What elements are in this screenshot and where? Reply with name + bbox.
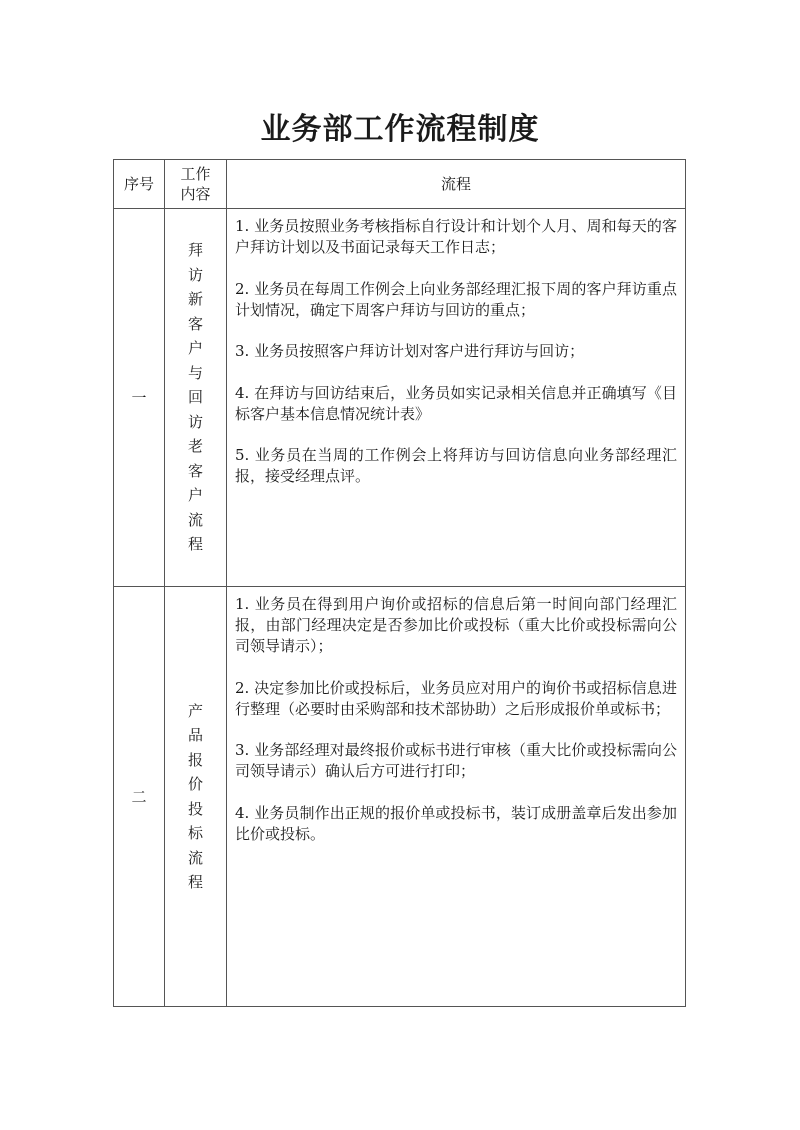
- process-step: 1. 业务员按照业务考核指标自行设计和计划个人月、周和每天的客户拜访计划以及书面记录每天工作日志；: [235, 217, 677, 256]
- work-content-label: 拜访新客户与回访老客户流程: [188, 241, 204, 554]
- table-row: [114, 587, 686, 1007]
- process-step: 4. 业务员制作出正规的报价单或投标书，装订成册盖章后发出参加比价或投标。: [235, 803, 677, 843]
- work-content-label: 产品报价投标流程: [188, 701, 204, 891]
- header-serial-number: 序号: [114, 160, 165, 209]
- work-content-cell: [165, 587, 227, 1007]
- process-step: 2. 业务员在每周工作例会上向业务部经理汇报下周的客户拜访重点计划情况，确定下周客户拜访与回访的重点；: [235, 279, 677, 319]
- process-cell: [227, 209, 686, 587]
- process-step: 5. 业务员在当周的工作例会上将拜访与回访信息向业务部经理汇报，接受经理点评。: [235, 446, 677, 485]
- process-step: 2. 决定参加比价或投标后，业务员应对用户的询价书或招标信息进行整理（必要时由采购部和技术部协助）之后形成报价单或标书；: [235, 678, 677, 718]
- header-process: 流程: [227, 160, 686, 209]
- serial-number-cell: 二: [114, 587, 165, 1007]
- process-step: 3. 业务部经理对最终报价或标书进行审核（重大比价或投标需向公司领导请示）确认后方可进行打印；: [235, 741, 677, 780]
- header-work-content: [165, 160, 227, 209]
- process-step: 4. 在拜访与回访结束后，业务员如实记录相关信息并正确填写《目标客户基本信息情况统计表》: [235, 383, 677, 423]
- serial-number-cell: 一: [114, 209, 165, 587]
- process-cell: [227, 587, 686, 1007]
- document-title: 业务部工作流程制度: [260, 112, 540, 147]
- table-header-row: [114, 160, 686, 209]
- process-step: 1. 业务员在得到用户询价或招标的信息后第一时间向部门经理汇报，由部门经理决定是否参加比价或投标（重大比价或投标需向公司领导请示）；: [235, 595, 677, 655]
- process-step: 3. 业务员按照客户拜访计划对客户进行拜访与回访；: [235, 342, 585, 360]
- work-content-cell: [165, 209, 227, 587]
- workflow-table: [113, 159, 686, 1007]
- table-row: [114, 209, 686, 587]
- header-work-content-label: 工作内容: [180, 165, 211, 203]
